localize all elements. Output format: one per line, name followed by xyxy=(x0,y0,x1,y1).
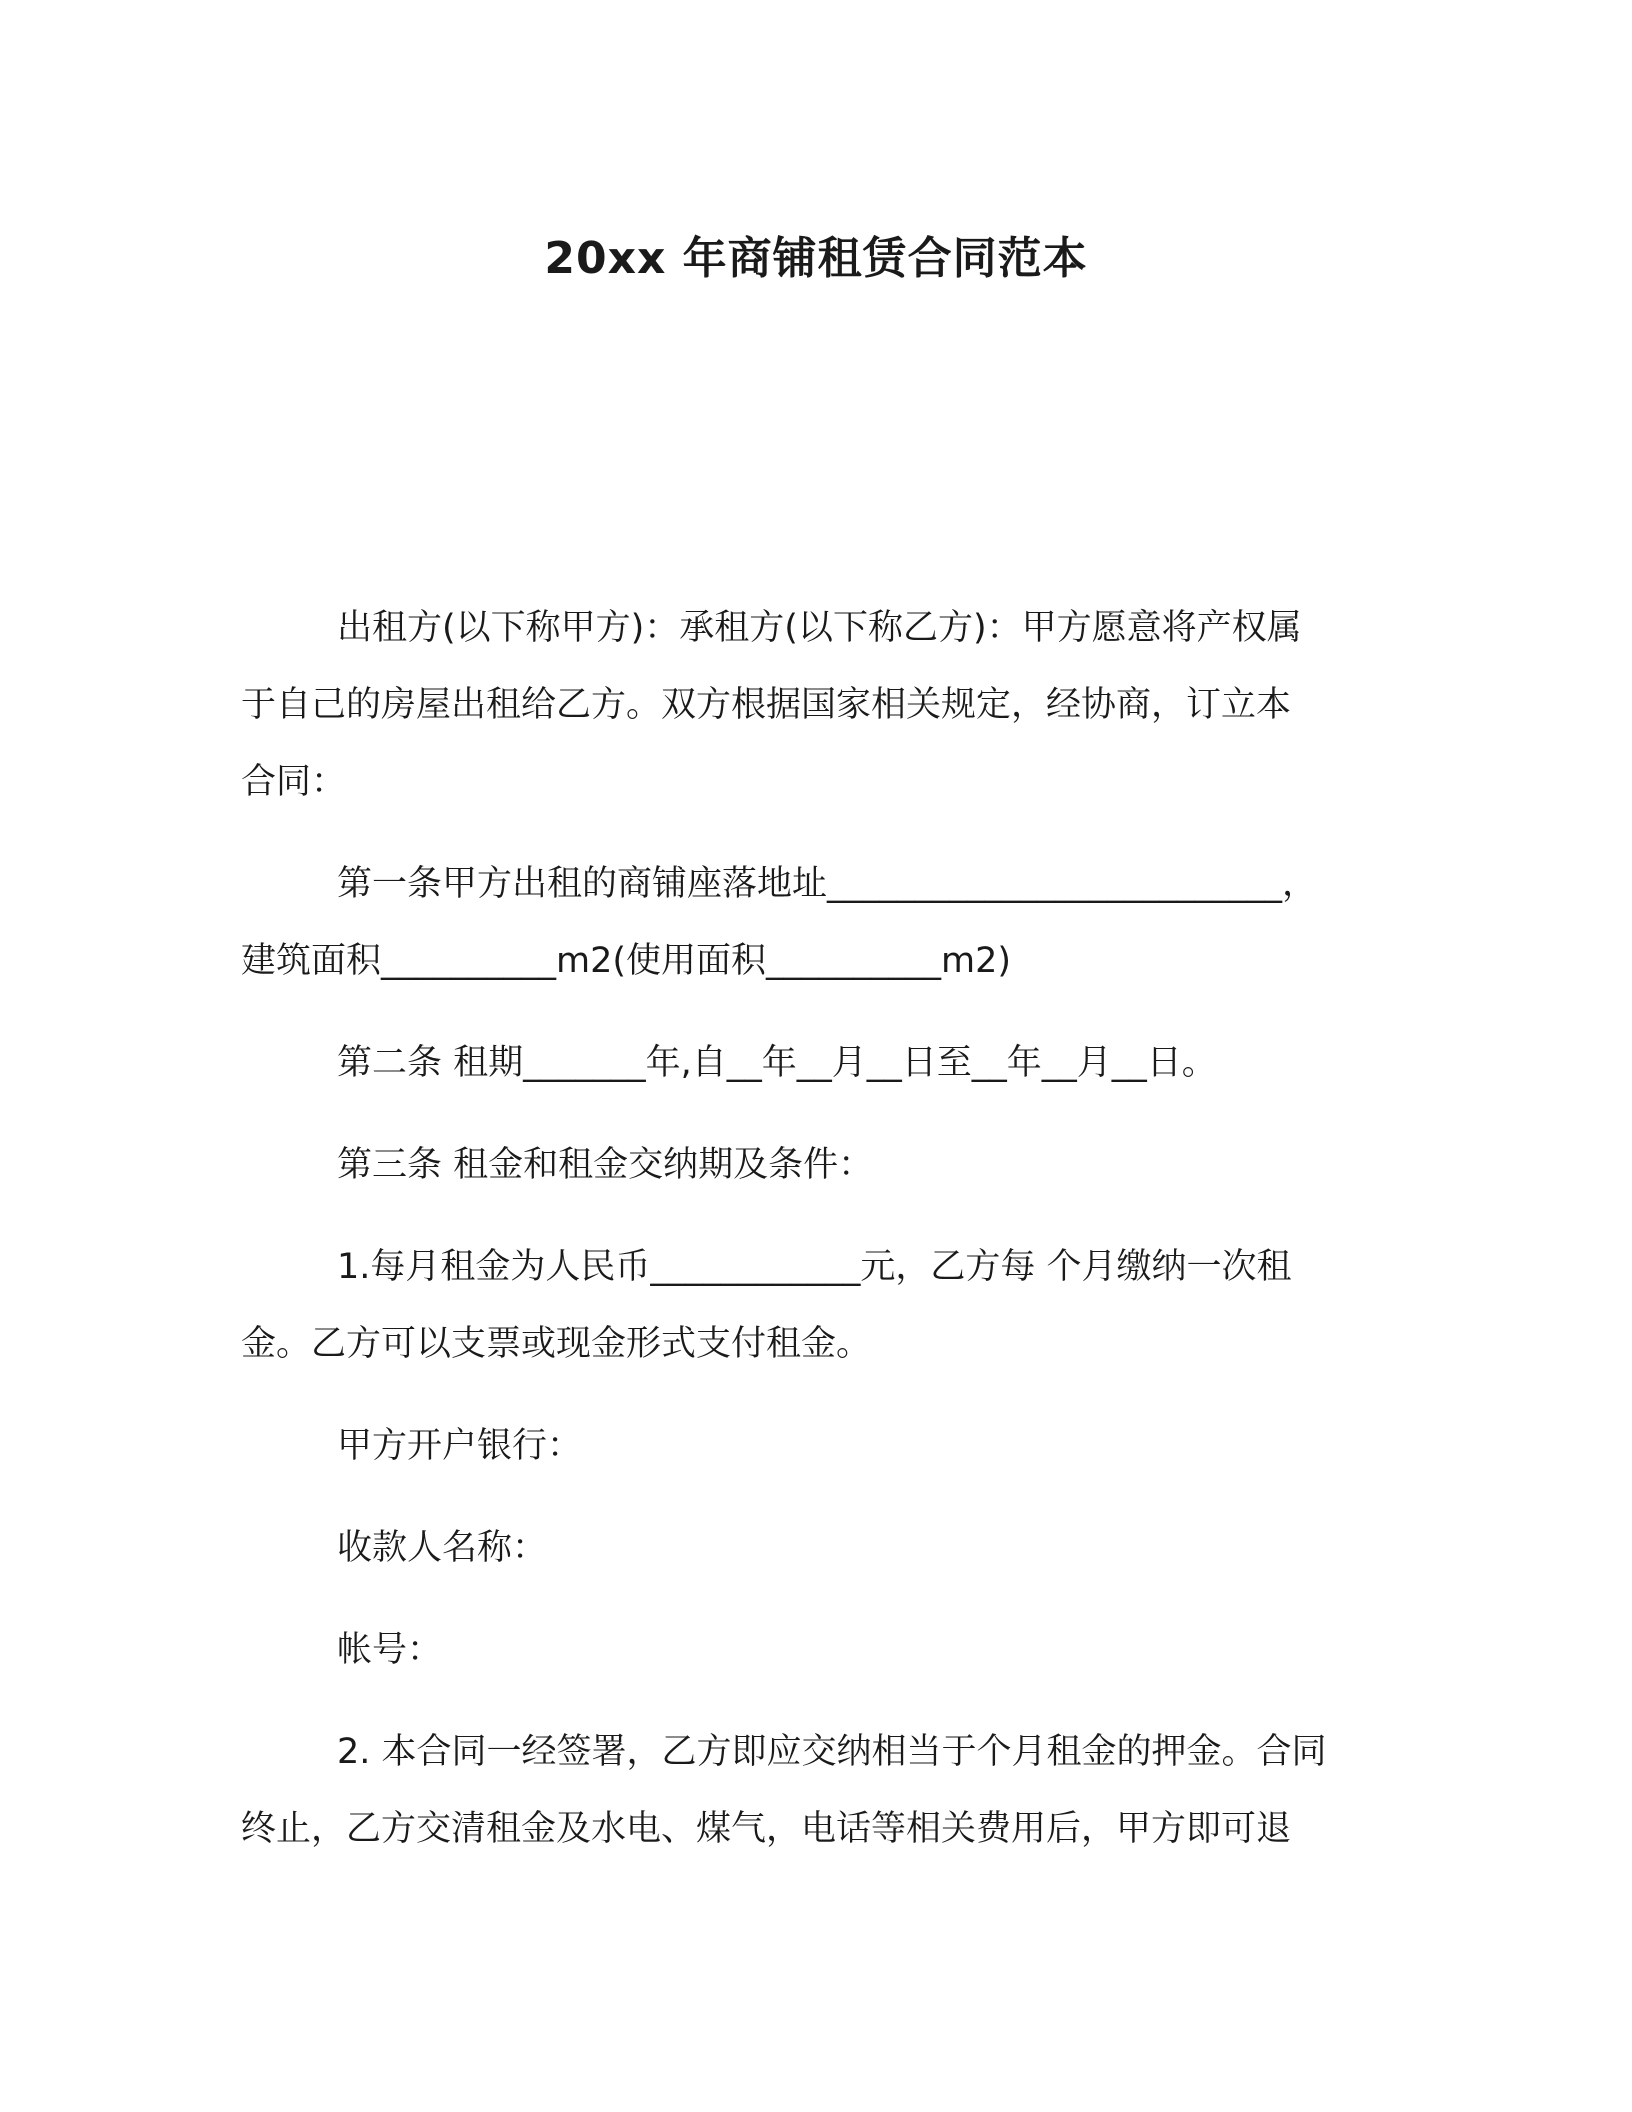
paragraph-payee xyxy=(241,1510,1381,1587)
paragraph-account xyxy=(241,1612,1381,1689)
text-line: 帐号： xyxy=(337,1630,443,1670)
document-title: 20xx 年商铺租赁合同范本 xyxy=(544,233,1088,284)
paragraph-bank xyxy=(241,1408,1381,1485)
text-line: 1.每月租金为人民币____________元，乙方每 个月缴纳一次租 xyxy=(337,1247,1292,1287)
text-line: 建筑面积__________m2(使用面积__________m2) xyxy=(241,941,1012,981)
paragraph-article-2 xyxy=(241,1025,1381,1102)
text-line: 第三条 租金和租金交纳期及条件： xyxy=(337,1145,874,1185)
paragraph-clause-1 xyxy=(241,1229,1381,1383)
text-line: 甲方开户银行： xyxy=(337,1426,583,1466)
text-line: 金。乙方可以支票或现金形式支付租金。 xyxy=(241,1324,872,1364)
text-line: 第一条甲方出租的商铺座落地址__________________________， xyxy=(337,864,1318,904)
text-line: 终止，乙方交清租金及水电、煤气，电话等相关费用后，甲方即可退 xyxy=(241,1809,1292,1849)
text-line: 第二条 租期_______年,自__年__月__日至__年__月__日。 xyxy=(337,1043,1217,1083)
document-body xyxy=(241,590,1381,1868)
text-line: 出租方(以下称甲方)：承租方(以下称乙方)：甲方愿意将产权属 xyxy=(337,608,1302,648)
paragraph-preamble xyxy=(241,590,1381,821)
text-line: 于自己的房屋出租给乙方。双方根据国家相关规定，经协商，订立本 xyxy=(241,685,1292,725)
text-line: 收款人名称： xyxy=(337,1528,548,1568)
text-line: 2. 本合同一经签署，乙方即应交纳相当于个月租金的押金。合同 xyxy=(337,1732,1327,1772)
paragraph-clause-2 xyxy=(241,1714,1381,1868)
text-line: 合同： xyxy=(241,762,347,802)
paragraph-article-3 xyxy=(241,1127,1381,1204)
paragraph-article-1 xyxy=(241,846,1381,1000)
